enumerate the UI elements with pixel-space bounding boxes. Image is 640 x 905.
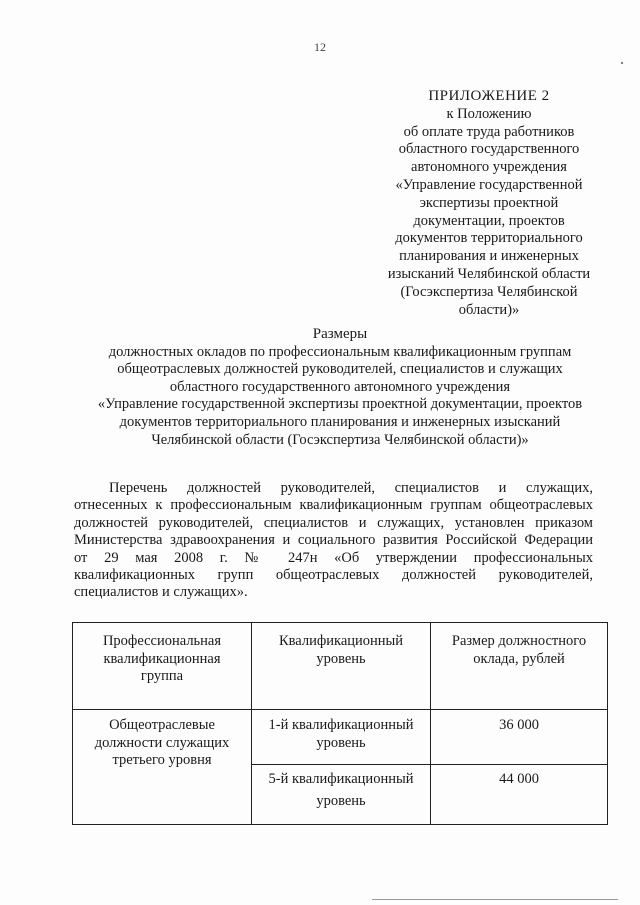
title-line: должностных окладов по профессиональным квалификационным группам	[108, 343, 572, 360]
table-row	[73, 710, 608, 765]
appendix-header	[374, 88, 604, 319]
header-salary	[431, 623, 608, 710]
appendix-line: изысканий Челябинской области	[387, 265, 591, 282]
salary-cell: 44 000	[431, 765, 608, 825]
appendix-line: документов территориального	[395, 230, 583, 247]
header-text: уровень	[316, 650, 366, 667]
title-line: общеотраслевых должностей руководителей, специалистов и служащих	[117, 361, 563, 378]
appendix-line: «Управление государственной	[395, 176, 583, 193]
level-text: 1-й квалификационный	[268, 717, 414, 733]
level-text: уровень	[316, 734, 366, 751]
level-cell	[252, 765, 431, 825]
paragraph-line: отнесенных к профессиональным квалификационным группам общеотраслевых	[74, 497, 593, 514]
table-header-row	[73, 623, 608, 710]
title-heading: Размеры	[312, 326, 368, 342]
scan-speck	[621, 62, 623, 64]
title-line: «Управление государственной экспертизы проектной документации, проектов	[97, 396, 583, 413]
level-cell	[252, 710, 431, 765]
appendix-title: ПРИЛОЖЕНИЕ 2	[428, 88, 550, 104]
appendix-line: области)»	[458, 301, 520, 318]
header-text: оклада, рублей	[473, 650, 565, 667]
header-text: Размер должностного	[451, 633, 587, 649]
appendix-line: областного государственного	[398, 141, 580, 158]
header-text: квалификационная	[103, 650, 221, 667]
header-text: группа	[140, 668, 184, 684]
document-title	[40, 326, 640, 449]
appendix-line: к Положению	[446, 105, 532, 122]
salary-cell: 36 000	[431, 710, 608, 765]
header-level	[252, 623, 431, 710]
paragraph-line: специалистов и служащих».	[74, 584, 248, 601]
paragraph-line: должностей руководителей, специалистов и служащих, установлен приказом	[74, 514, 593, 531]
title-line: областного государственного автономного учреждения	[169, 378, 511, 395]
group-text: должности служащих	[94, 734, 230, 751]
paragraph-line: от 29 мая 2008 г. № 247н «Об утверждении профессиональных	[74, 549, 593, 566]
body-paragraph	[74, 480, 593, 602]
level-text: уровень	[316, 792, 366, 809]
appendix-line: об оплате труда работников	[403, 123, 575, 140]
group-cell	[73, 710, 252, 825]
header-text: Квалификационный	[278, 633, 404, 649]
header-group	[73, 623, 252, 710]
appendix-line: документации, проектов	[413, 212, 565, 229]
appendix-line: автономного учреждения	[411, 159, 567, 176]
paragraph-line: Перечень должностей руководителей, специалистов и служащих,	[109, 480, 593, 496]
group-text: третьего уровня	[112, 752, 212, 768]
appendix-line: планирования и инженерных	[399, 248, 579, 265]
level-text: 5-й квалификационный	[268, 771, 414, 787]
appendix-line: экспертизы проектной	[419, 194, 559, 211]
title-line: документов территориального планирования и инженерных изысканий	[119, 413, 561, 430]
salary-table	[72, 622, 608, 825]
paragraph-line: квалификационных групп общеотраслевых должностей руководителей,	[74, 567, 593, 584]
header-text: Профессиональная	[102, 633, 222, 649]
group-text: Общеотраслевые	[109, 717, 215, 733]
page-number: 12	[314, 40, 326, 54]
paragraph-line: Министерства здравоохранения и социального развития Российской Федерации	[74, 532, 593, 549]
title-line: Челябинской области (Госэкспертиза Челябинской области)»	[151, 431, 529, 448]
appendix-line: (Госэкспертиза Челябинской	[400, 283, 578, 300]
bottom-edge-line	[372, 899, 618, 900]
